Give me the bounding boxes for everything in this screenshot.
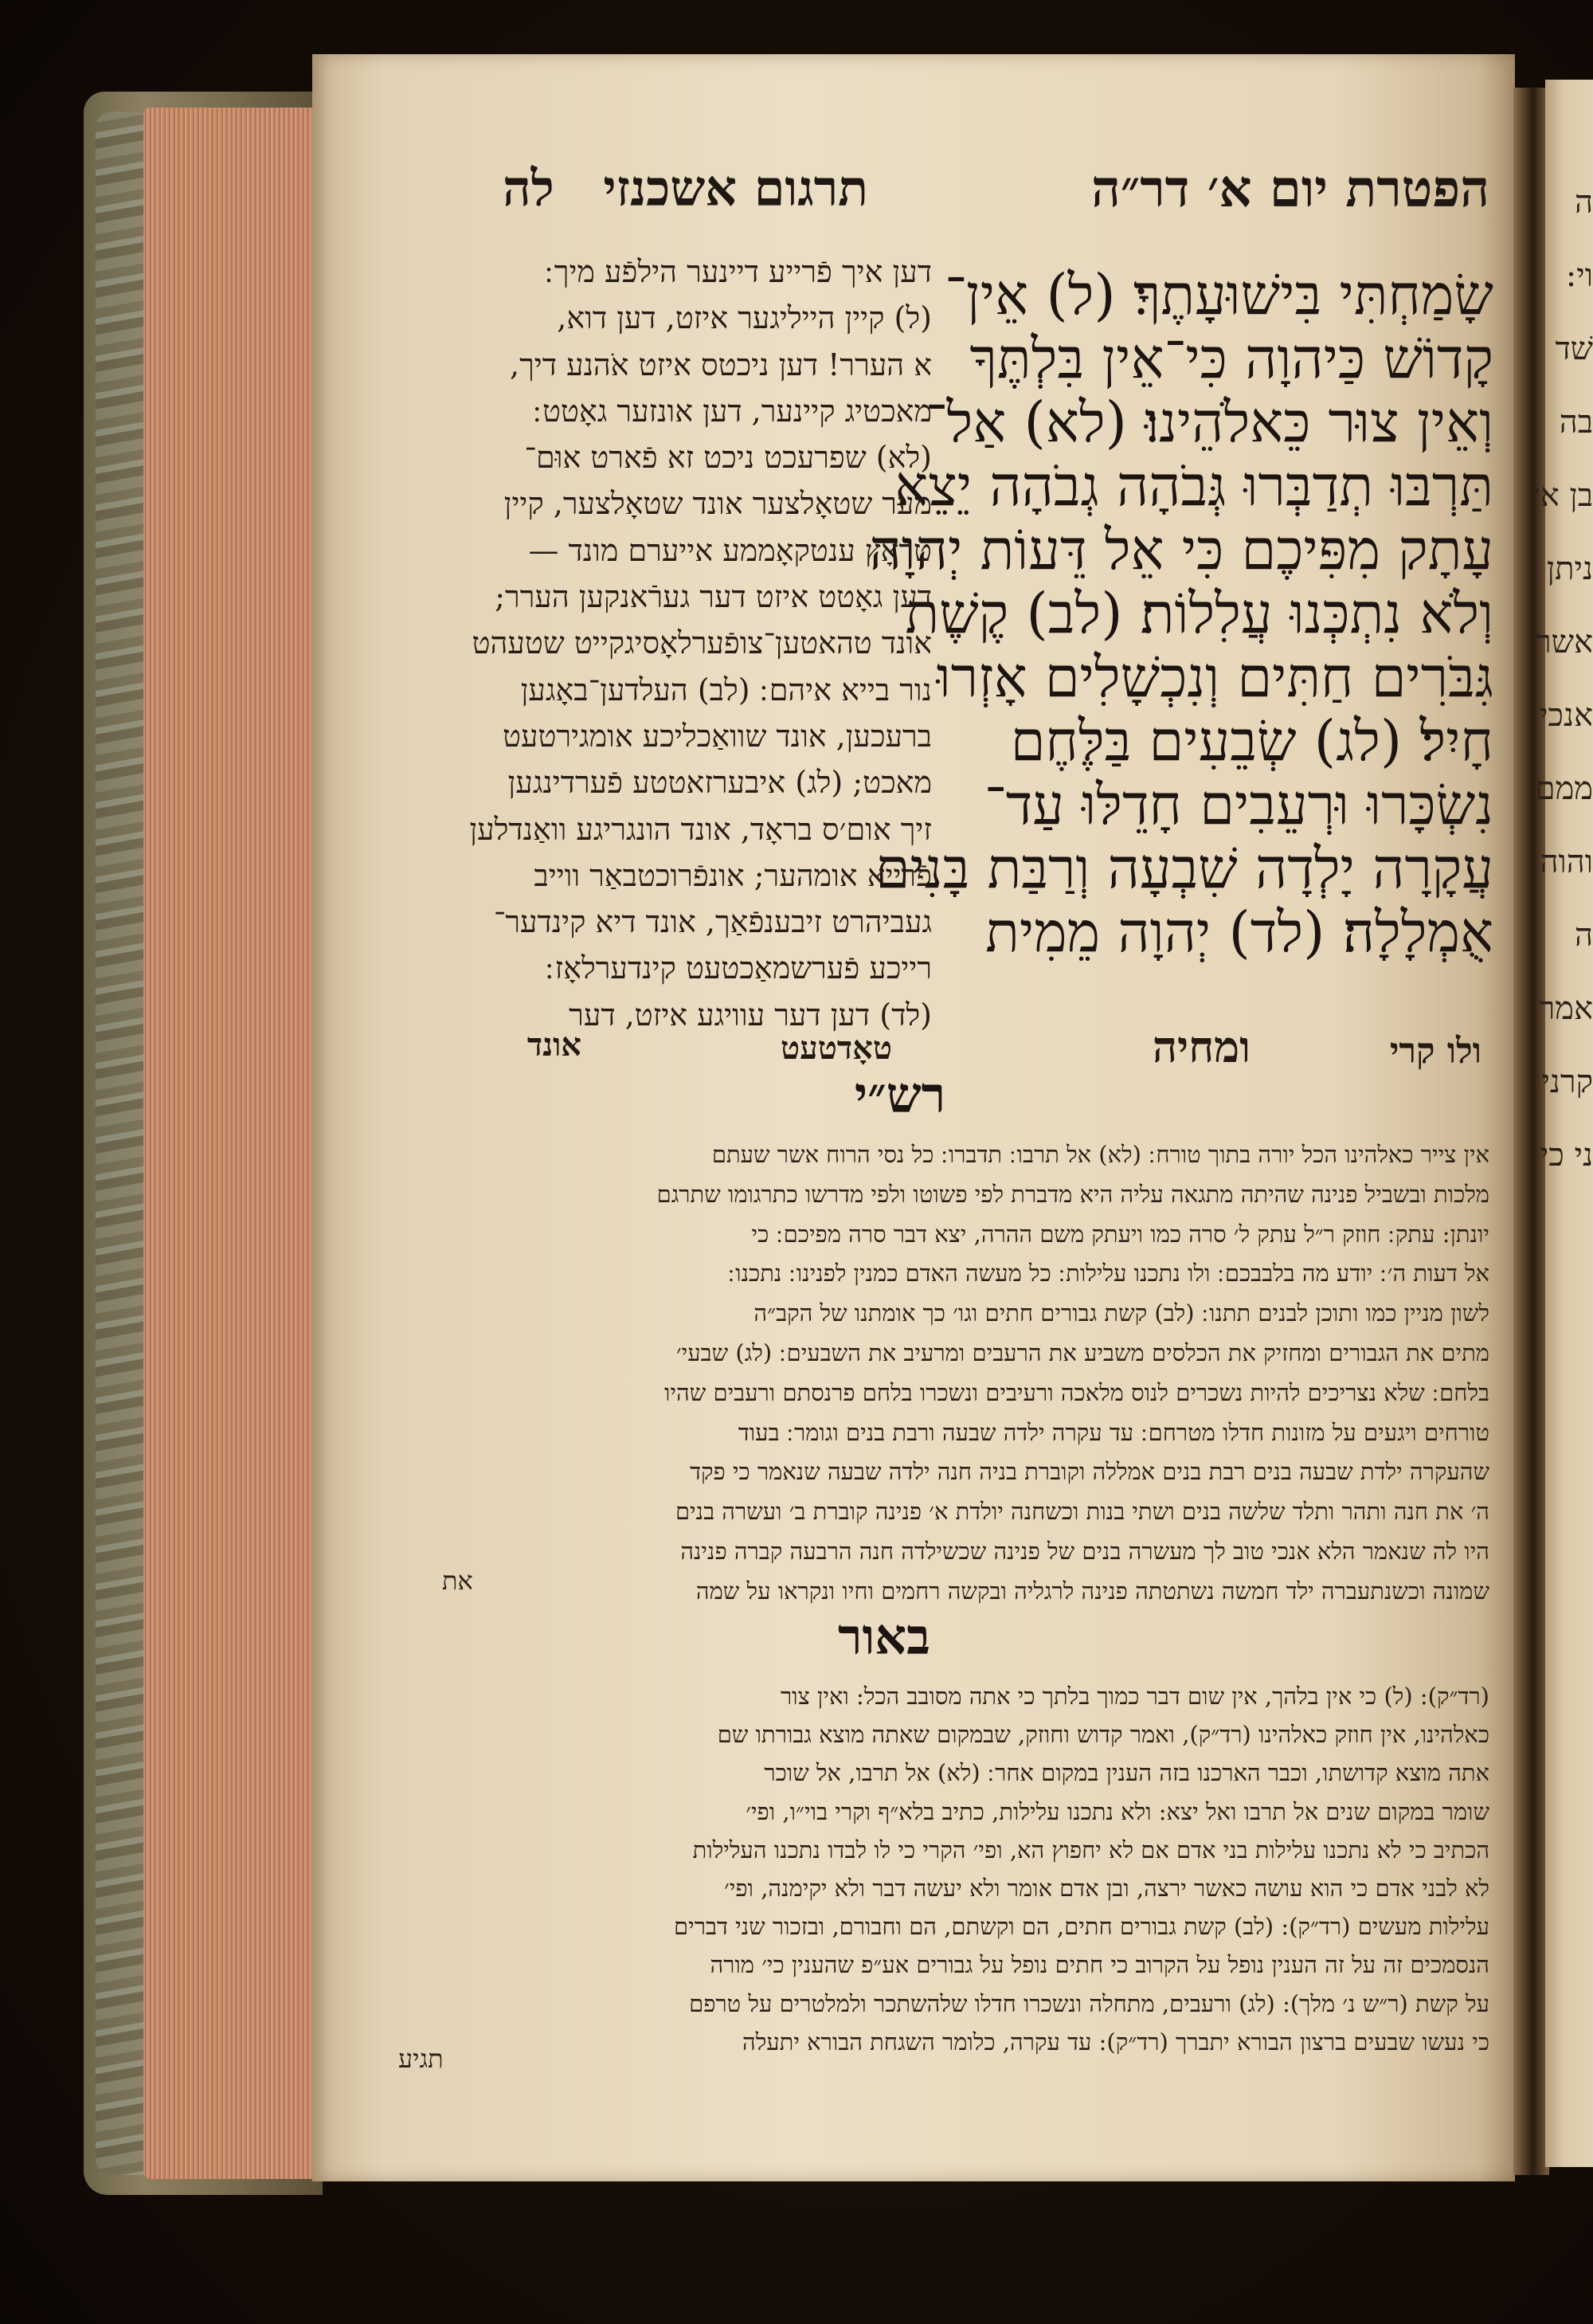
verse-line: עָתָק מִפִּיכֶם כִּי אֵל דֵּעוֹת יְהוָה [869,517,1493,582]
facing-page-line: ה [1574,184,1593,221]
rashi-line: שמונה וכשנתעברה ילד חמשה נשתטתה פנינה לרגליה ובקשה רחמים וחיו ונקראו על שמה [695,1577,1489,1605]
rashi-line: היו לה שנאמר הלא אנכי טוב לך מעשרה בנים של פנינה שכשילדה חנה הרבעה קברה פנינה [680,1537,1489,1565]
rashi-line: אל דעות ה׳ ׃ יודע מה בלבבכם ׃ ולו נתכנו עלילות ׃ כל מעשה האדם כמנין לפנינו ׃ נתכנו ׃ [727,1260,1489,1287]
verse-line: נִשְׂכָּרוּ וּרְעֵבִים חָדֵלּוּ עַד־ [984,772,1493,837]
translation-line: (לא) שפרעכט ניכט זא פֿארט אוּם־ [524,440,932,476]
translation-line: זיך אום׳ס בראָד, אונד הונגריגע וואַנדלען [469,811,932,847]
facing-page-line: ה [1574,917,1593,954]
translation-column [374,249,932,1038]
baur-line: על קשת (ר״ש נ׳ מלך): (לג) ורעבים, מתחלה ונשכרו חדלו שלהשתכר ולמלטרים על טרפם [689,1989,1489,2017]
facing-page-line: בה [1559,404,1593,441]
verse-line: חָיִל׃ (לג) שְׂבֵעִים בַּלֶּחֶם [1010,708,1493,774]
baur-line: הנסמכים זה על זה הענין נופל על הקרוב כי חתים נופל על גבורים אע״פ שהענין כי׳ מורה [710,1951,1489,1979]
verse-line: תַּרְבּוּ תְדַבְּרוּ גְּבֹהָה גְבֹהָה יֵצֵא [894,453,1493,519]
facing-page-line: ממם [1535,770,1593,807]
haftarah-heading: הפטרת יום א׳ דר״ה [1091,159,1489,219]
translation-line: דען איך פֿרייע דיינער הילפֿע מיך ׃ [544,254,932,289]
rashi-line: מתים את הגבורים ומחזיק את הכלסים משביע את הרעבים ומרעיב את השבעים ׃ (לג) שבעי׳ [675,1338,1489,1366]
verse-line: עֲקָרָה יָלְדָה שִׁבְעָה וְרַבַּת בָּנִים [875,836,1493,901]
baur-line: עלילות מעשים (רד״ק): (לב) קשת גבורים חתים, הם וקשתם, הם וחבורם, ובזכור שני דברים [674,1913,1489,1941]
rashi-commentary [362,1135,1489,1612]
baur-title: באור [837,1608,930,1666]
baur-line: (רד״ק): (ל) כי אין בלהך, אין שום דבר כמוך בלתך כי אתה מסובב הכל: ואין צור [780,1683,1489,1710]
baur-line: כאלהינו, אין חוזק כאלהינו (רד״ק), ואמר קדוש וחוזק, שבמקום שאתה מוצא גבורתו שם [717,1721,1489,1749]
rashi-line: לשון מניין כמו ותוכן לבנים תתנו ׃ (לב) קשת גבורים חתים וגו׳ כך אומתנו של הקב״ה [753,1299,1489,1327]
facing-page-line: שׁד [1555,331,1593,367]
rashi-line: יונתן: עתק ׃ חוזק ר״ל עתק ל׳ סרה כמו ויעתק משם ההרה, יצא דבר סרה מפיכם ׃ כי [751,1220,1489,1248]
baur-line: שומר במקום שנים אל תרבו ואל יצא: ולא נתכנו עלילות, כתיב בלא״ף וקרי בוי״ו, ופי׳ [746,1797,1489,1825]
translation-line: מער שטאָלצער אונד שטאָלצער, קיין [503,486,932,522]
baur-line: כי נעשו שבעים ברצון הבורא יתברך (רד״ק): עד עקרה, כלומר השגחת הבורא יתעלה [742,2028,1489,2056]
verse-line: גִּבֹּרִים חַתִּים וְנִכְשָׁלִים אָזְרוּ [936,645,1493,710]
verse-line: שָׂמַחְתִּי בִּישׁוּעָתֶךָ׃ (ל) אֵין־ [945,262,1493,327]
facing-page-line: וי: [1565,257,1593,294]
rashi-line: אין צייר כאלהינו הכל יורה בתוך טורח ׃ (לא) אל תרבו ׃ תדברו ׃ כל נסי הרוח אשר שעתם [711,1141,1489,1168]
verse-catchword: ולו קרי [1389,1031,1481,1072]
facing-page-line: ניתן [1546,551,1593,587]
rashi-line: בלחם ׃ שלא נצריכים להיות נשכרים לנוס מלאכה ורעיבים ונשכרו בלחם פרנסתם ורעבים שהיו [664,1378,1489,1406]
translation-line: דען גאָטט איזט דער גערֿאנקען הערר; [495,579,932,615]
baur-line: הכתיב כי לא נתכנו עלילות בני אדם אם לא יחפוץ הא, ופי׳ הקרי כי לו לבדו נתכנו העלילות [692,1836,1489,1864]
verse-next-catchword: ומחיה [1152,1021,1251,1072]
page-block-edge [143,108,315,2179]
page-catchword: תגיע [398,2044,444,2074]
facing-page-line: אשר [1536,624,1593,660]
translation-line: ברעכען, אונד שוואַכליכע אומגירטעט [503,718,932,754]
facing-page-line: אנכי [1539,697,1593,734]
translation-catchword: אונד [526,1026,581,1064]
facing-page-fragment [1532,80,1593,2167]
facing-page-text [1532,80,1593,1209]
book-gutter [1513,88,1549,2175]
targum-heading [430,159,868,231]
rashi-line: טורחים ויגעים על מזונות חדלו מטרחם ׃ עד עקרה ילדה שבעה ורבת בנים וגומר ׃ בעוד [738,1418,1489,1446]
verse-line: קָדוֹשׁ כַּיהוָה כִּי־אֵין בִּלְתֶּךָ [969,326,1493,391]
translation-line: (ל) קיין הייליגער איזט, דען דוא, [557,300,932,336]
rashi-line: ה׳ את חנה ותהר ותלד שלשה בנים ושתי בנות וכשחנה יולדת א׳ פנינה קוברת ב׳ ועשרה בנים [675,1498,1489,1526]
translation-line: פֿרייא אומהער; אונפֿרוכטבאַר ווייב [534,857,932,893]
baur-line: אתה מוצא קדושתו, וכבר הארכנו בזה הענין במקום אחר ׃ (לא) אל תרבו, אל שוכר [764,1759,1489,1787]
page-folio: לה [503,159,554,218]
translation-line: אונד טהאטען־צופֿערלאָסיגקייט שטעהט [472,625,932,661]
translation-mid-catchword: טאָדטעט [780,1029,892,1067]
translation-line: מאכטיג קיינער, דען אונזער גאָטט ׃ [533,393,932,429]
translation-line: געביהרט זיבענפֿאַך, אונד דיא קינדער־ [493,904,932,940]
translation-line: א הערר! דען ניכטס איזט אֹהנע דיך, [510,347,932,382]
facing-page-line: בן א׳ [1532,477,1593,514]
facing-page-line: אמר [1539,990,1593,1027]
hebrew-verse-column [869,262,1493,965]
translation-line: רייכע פֿערשמאַכטעט קינדערלאָז ׃ [545,950,932,986]
facing-page-line: ני כי [1540,1137,1593,1174]
translation-line: נור בייא איהם ׃ (לב) העלדען־באָגען [520,672,932,707]
rashi-title: רש״י [854,1066,946,1124]
rashi-catchword: את [442,1566,473,1596]
facing-page-line: קרני [1541,1064,1593,1100]
verse-line: וְאֵין צוּר כֵּאלֹהֵינוּ׃ (לא) אַל־ [925,390,1493,455]
rashi-line: מלכות ובשביל פנינה שהיתה מתגאה עליה היא מדברת לפי פשוטו ולפי מדרשו כתרגומו שתרגם [656,1180,1489,1208]
baur-commentary [358,1677,1489,2061]
translation-line: (לד) דען דער עוויגע איזט, דער [569,997,932,1033]
baur-line: לא לבני אדם כי הוא עושה כאשר ירצה, ובן אדם אומר ולא יעשה דבר ולא יקימנה, ופי׳ [724,1874,1489,1902]
facing-page-line: והוה [1540,844,1593,880]
verse-line: אֻמְלָלָה׃ (לד) יְהוָה מֵמִית [985,899,1493,965]
verse-line: וְלֹא נִתְכְּנוּ עֲלִלוֹת׃ (לב) קֶשֶׁת [905,581,1493,646]
targum-title: תרגום אשכנזי [603,159,868,218]
rashi-line: שהעקרה ילדת שבעה בנים רבת בנים אמללה וקוברת בניה חנה ילדה שבעה שנאמר כי פקד [690,1458,1489,1486]
translation-line: טראָץ ענטקאָממע אייערם מונד — [528,532,932,568]
translation-line: מאכט; (לג) איבערזאטטע פֿערדינגען [507,765,932,801]
